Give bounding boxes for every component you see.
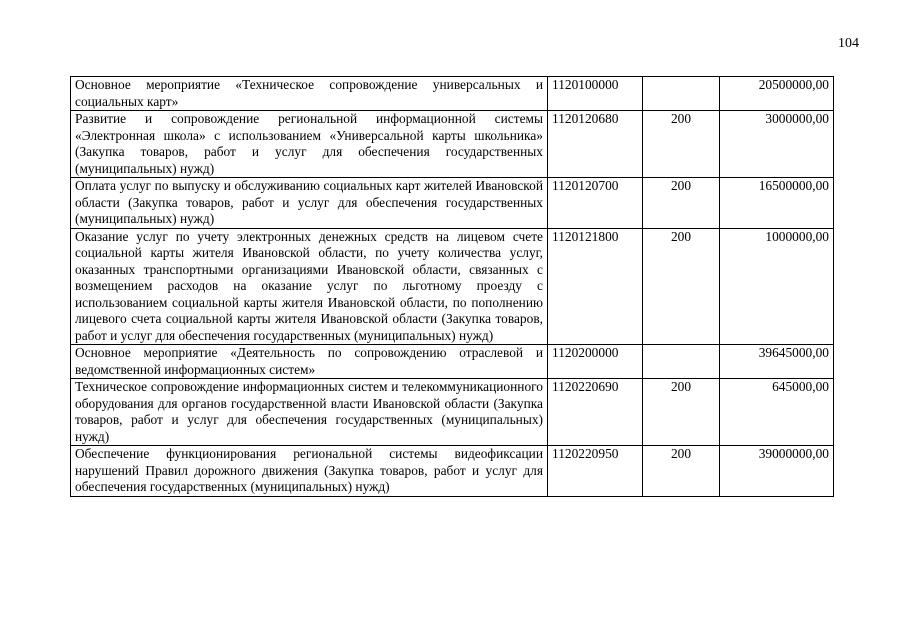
table-row	[71, 178, 834, 229]
row-type: 200	[643, 446, 720, 497]
row-code: 1120220950	[548, 446, 643, 497]
row-name: Развитие и сопровождение региональной информационной системы «Электронная школа» с использованием «Универсальной карты школьника» (Закупка товаров, работ и услуг для обеспечения государственных (муниципальных) нужд)	[71, 111, 548, 178]
row-code: 1120120700	[548, 178, 643, 229]
row-code: 1120100000	[548, 77, 643, 111]
row-code: 1120120680	[548, 111, 643, 178]
row-code: 1120200000	[548, 345, 643, 379]
row-name: Оказание услуг по учету электронных денежных средств на лицевом счете социальной карты жителя Ивановской области, по учету количества услуг, оказанных транспортными организациями Ивановской области, связанных с возмещением расходов на оказание услуг по льготному проезду с использованием социальной карты жителя Ивановской области, по пополнению лицевого счета социальной карты жителя Ивановской области (Закупка товаров, работ и услуг для обеспечения государственных (муниципальных) нужд)	[71, 228, 548, 345]
table-row	[71, 446, 834, 497]
row-sum: 39645000,00	[720, 345, 834, 379]
row-type	[643, 77, 720, 111]
table-row	[71, 228, 834, 345]
row-sum: 16500000,00	[720, 178, 834, 229]
row-name: Обеспечение функционирования региональной системы видеофиксации нарушений Правил дорожного движения (Закупка товаров, работ и услуг для обеспечения государственных (муниципальных) нужд)	[71, 446, 548, 497]
row-code: 1120121800	[548, 228, 643, 345]
row-sum: 20500000,00	[720, 77, 834, 111]
row-sum: 3000000,00	[720, 111, 834, 178]
row-type: 200	[643, 379, 720, 446]
table-row	[71, 379, 834, 446]
row-type	[643, 345, 720, 379]
table-row	[71, 77, 834, 111]
row-name: Основное мероприятие «Техническое сопровождение универсальных и социальных карт»	[71, 77, 548, 111]
row-code: 1120220690	[548, 379, 643, 446]
row-name: Основное мероприятие «Деятельность по сопровождению отраслевой и ведомственной информационных систем»	[71, 345, 548, 379]
page-number: 104	[838, 36, 859, 51]
row-sum: 1000000,00	[720, 228, 834, 345]
table-row	[71, 111, 834, 178]
table-row	[71, 345, 834, 379]
row-sum: 39000000,00	[720, 446, 834, 497]
row-type: 200	[643, 178, 720, 229]
row-sum: 645000,00	[720, 379, 834, 446]
row-type: 200	[643, 111, 720, 178]
budget-table	[70, 76, 834, 497]
row-name: Оплата услуг по выпуску и обслуживанию социальных карт жителей Ивановской области (Закупка товаров, работ и услуг для обеспечения государственных (муниципальных) нужд)	[71, 178, 548, 229]
row-type: 200	[643, 228, 720, 345]
row-name: Техническое сопровождение информационных систем и телекоммуникационного оборудования для органов государственной власти Ивановской области (Закупка товаров, работ и услуг для обеспечения государственных (муниципальных) нужд)	[71, 379, 548, 446]
